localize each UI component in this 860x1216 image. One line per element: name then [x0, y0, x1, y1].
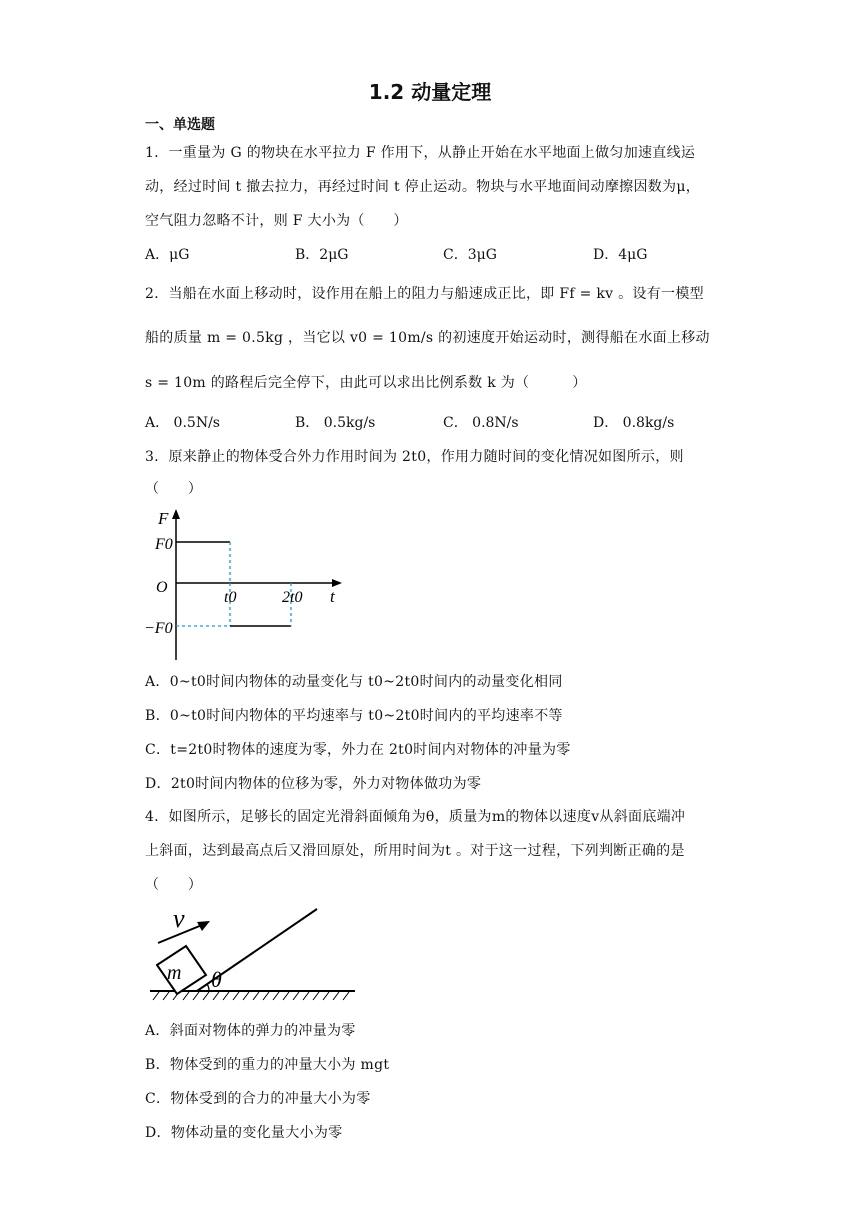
- label-theta: θ: [211, 967, 222, 992]
- q2-line-2: 船的质量 m = 0.5kg ，当它以 v0 = 10m/s 的初速度开始运动时，测得船在水面上移动: [145, 330, 710, 346]
- q2-line-1: 2．当船在水面上移动时，设作用在船上的阻力与船速成正比，即 Ff = kv 。设有一模型: [145, 286, 704, 302]
- q3-option-c[interactable]: C．t=2t0时物体的速度为零，外力在 2t0时间内对物体的冲量为零: [145, 742, 571, 758]
- q2-option-d[interactable]: D． 0.8kg/s: [593, 415, 675, 431]
- label-v: v: [173, 904, 185, 933]
- incline-figure: [145, 900, 365, 1005]
- q2-option-b[interactable]: B． 0.5kg/s: [295, 415, 376, 431]
- q1-line-1: 1．一重量为 G 的物块在水平拉力 F 作用下，从静止开始在水平地面上做匀加速直线运: [145, 145, 696, 161]
- graph-label-neg-f0: −F0: [144, 620, 173, 637]
- graph-label-2t0: 2t0: [282, 589, 303, 606]
- graph-y-arrow: [172, 509, 180, 519]
- q4-option-b[interactable]: B．物体受到的重力的冲量大小为 mgt: [145, 1057, 390, 1073]
- graph-label-t: t: [330, 587, 335, 606]
- section-heading: 一、单选题: [145, 117, 215, 133]
- graph-label-f0: F0: [155, 536, 173, 553]
- block-m: [157, 946, 206, 994]
- q4-line-2: 上斜面，达到最高点后又滑回原处，所用时间为t 。对于这一过程，下列判断正确的是: [145, 843, 685, 859]
- q3-option-a[interactable]: A．0~t0时间内物体的动量变化与 t0~2t0时间内的动量变化相同: [145, 674, 563, 690]
- q4-option-c[interactable]: C．物体受到的合力的冲量大小为零: [145, 1091, 371, 1107]
- q4-option-d[interactable]: D．物体动量的变化量大小为零: [145, 1125, 343, 1141]
- q1-line-2: 动，经过时间 t 撤去拉力，再经过时间 t 停止运动。物块与水平地面间动摩擦因数为μ，: [145, 179, 701, 195]
- angle-arc: [207, 984, 209, 991]
- label-m: m: [167, 962, 182, 984]
- q1-option-c[interactable]: C．3μG: [443, 247, 497, 263]
- q3-line-1: 3．原来静止的物体受合外力作用时间为 2t0，作用力随时间的变化情况如图所示，则: [145, 449, 684, 465]
- graph-x-arrow: [332, 579, 342, 587]
- q4-option-a[interactable]: A．斜面对物体的弹力的冲量为零: [145, 1023, 356, 1039]
- q3-line-2: （ ）: [145, 481, 203, 497]
- q1-option-d[interactable]: D．4μG: [593, 247, 648, 263]
- q1-line-3: 空气阻力忽略不计，则 F 大小为（ ）: [145, 213, 408, 229]
- q2-option-a[interactable]: A． 0.5N/s: [145, 415, 220, 431]
- force-time-graph: [140, 505, 360, 665]
- ground-hatching: [153, 992, 349, 1000]
- q1-option-a[interactable]: A．μG: [145, 247, 190, 263]
- q4-line-1: 4．如图所示，足够长的固定光滑斜面倾角为θ，质量为m的物体以速度v从斜面底端冲: [145, 809, 686, 825]
- q2-option-c[interactable]: C． 0.8N/s: [443, 415, 519, 431]
- q3-option-d[interactable]: D．2t0时间内物体的位移为零，外力对物体做功为零: [145, 776, 482, 792]
- graph-label-t0: t0: [224, 589, 237, 606]
- page-title: 1.2 动量定理: [368, 80, 492, 104]
- q2-line-3: s = 10m 的路程后完全停下，由此可以求出比例系数 k 为（ ）: [145, 375, 587, 391]
- graph-label-origin: O: [156, 579, 168, 596]
- q4-line-3: （ ）: [145, 877, 203, 893]
- q3-option-b[interactable]: B．0~t0时间内物体的平均速率与 t0~2t0时间内的平均速率不等: [145, 708, 563, 724]
- graph-label-f: F: [158, 509, 169, 528]
- q1-option-b[interactable]: B．2μG: [295, 247, 349, 263]
